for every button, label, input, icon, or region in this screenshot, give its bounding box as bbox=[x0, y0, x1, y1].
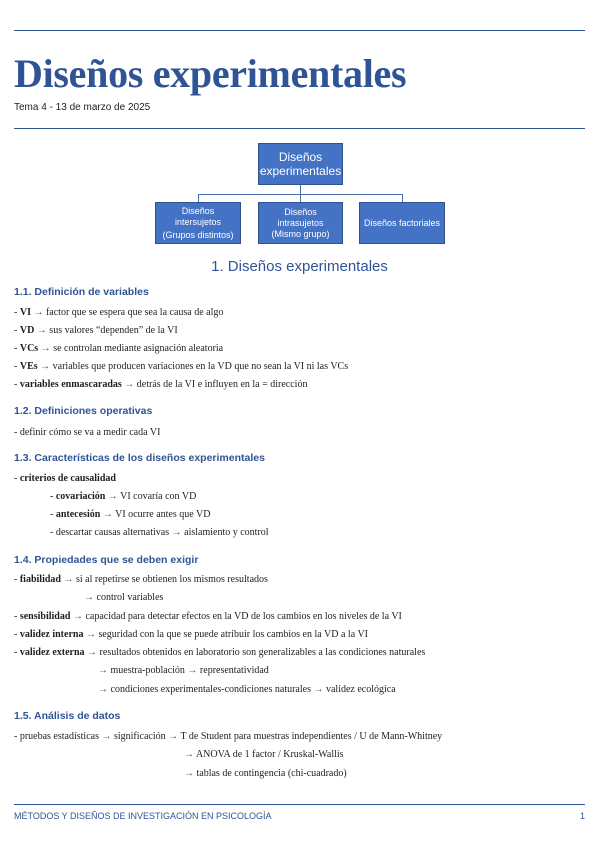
org-child-3-line1: Diseños factoriales bbox=[363, 217, 441, 228]
header-rule bbox=[14, 128, 585, 129]
org-child-factoriales bbox=[359, 202, 445, 244]
connector-root-down bbox=[300, 185, 301, 194]
section-heading-1-3: 1.3. Características de los diseños experimentales bbox=[14, 452, 265, 464]
org-child-1-line1: Diseños bbox=[181, 205, 215, 216]
org-child-intrasujetos bbox=[258, 202, 343, 244]
connector-horizontal bbox=[198, 194, 402, 195]
list-item: - covariación → VI covaría con VD bbox=[50, 491, 197, 502]
list-item: - pruebas estadísticas → significación → T de Student para muestras independientes / U de Mann-Whitney bbox=[14, 731, 443, 742]
list-item: - validez interna → seguridad con la que se puede atribuir los cambios en la VD a la VI bbox=[14, 629, 369, 640]
list-item: → muestra-población → representatividad bbox=[98, 665, 269, 676]
page-subtitle: Tema 4 - 13 de marzo de 2025 bbox=[14, 102, 151, 113]
org-root-line1: Diseños bbox=[278, 150, 323, 164]
org-root-line2: experimentales bbox=[259, 164, 342, 178]
list-item: - definir cómo se va a medir cada VI bbox=[14, 427, 161, 438]
section-heading-1-5: 1.5. Análisis de datos bbox=[14, 710, 121, 722]
org-child-2-line1: Diseños bbox=[284, 206, 317, 217]
list-item: - criterios de causalidad bbox=[14, 473, 116, 484]
list-item: - descartar causas alternativas → aislamiento y control bbox=[50, 527, 269, 538]
list-item: - fiabilidad → si al repetirse se obtienen los mismos resultados bbox=[14, 574, 268, 585]
org-child-2-line2: intrasujetos bbox=[277, 217, 324, 228]
top-rule bbox=[14, 30, 585, 31]
list-item: → ANOVA de 1 factor / Kruskal-Wallis bbox=[184, 749, 344, 760]
connector-child-2 bbox=[300, 194, 301, 202]
footer-course-title: MÉTODOS Y DISEÑOS DE INVESTIGACIÓN EN PSICOLOGÍA bbox=[14, 811, 272, 821]
section-heading-1-1: 1.1. Definición de variables bbox=[14, 286, 149, 298]
list-item: - VD → sus valores “dependen” de la VI bbox=[14, 325, 178, 336]
list-item: - VI → factor que se espera que sea la causa de algo bbox=[14, 307, 224, 318]
list-item: - VEs → variables que producen variaciones en la VD que no sean la VI ni las VCs bbox=[14, 361, 349, 372]
section-heading-1: 1. Diseños experimentales bbox=[211, 258, 388, 275]
list-item: → tablas de contingencia (chi-cuadrado) bbox=[184, 768, 347, 779]
list-item: → condiciones experimentales-condiciones naturales → validez ecológica bbox=[98, 684, 396, 695]
list-item: - variables enmascaradas → detrás de la VI e influyen en la = dirección bbox=[14, 379, 308, 390]
section-heading-1-4: 1.4. Propiedades que se deben exigir bbox=[14, 554, 199, 566]
list-item: - sensibilidad → capacidad para detectar efectos en la VD de los cambios en los niveles de la VI bbox=[14, 611, 402, 622]
list-item: - VCs → se controlan mediante asignación aleatoria bbox=[14, 343, 224, 354]
page-number: 1 bbox=[579, 811, 585, 821]
org-child-2-line3: (Mismo grupo) bbox=[271, 228, 330, 239]
connector-child-3 bbox=[402, 194, 403, 202]
section-heading-1-2: 1.2. Definiciones operativas bbox=[14, 405, 153, 417]
org-child-intersujetos bbox=[155, 202, 241, 244]
connector-child-1 bbox=[198, 194, 199, 202]
list-item: → control variables bbox=[84, 592, 164, 603]
org-root-box bbox=[258, 143, 343, 185]
footer-rule bbox=[14, 804, 585, 805]
page-title: Diseños experimentales bbox=[14, 51, 407, 96]
org-child-1-line2: intersujetos bbox=[174, 216, 222, 227]
org-child-1-line3: (Grupos distintos) bbox=[162, 229, 234, 240]
list-item: - antecesión → VI ocurre antes que VD bbox=[50, 509, 211, 520]
list-item: - validez externa → resultados obtenidos en laboratorio son generalizables a las condiciones naturales bbox=[14, 647, 426, 658]
org-chart bbox=[0, 0, 599, 250]
